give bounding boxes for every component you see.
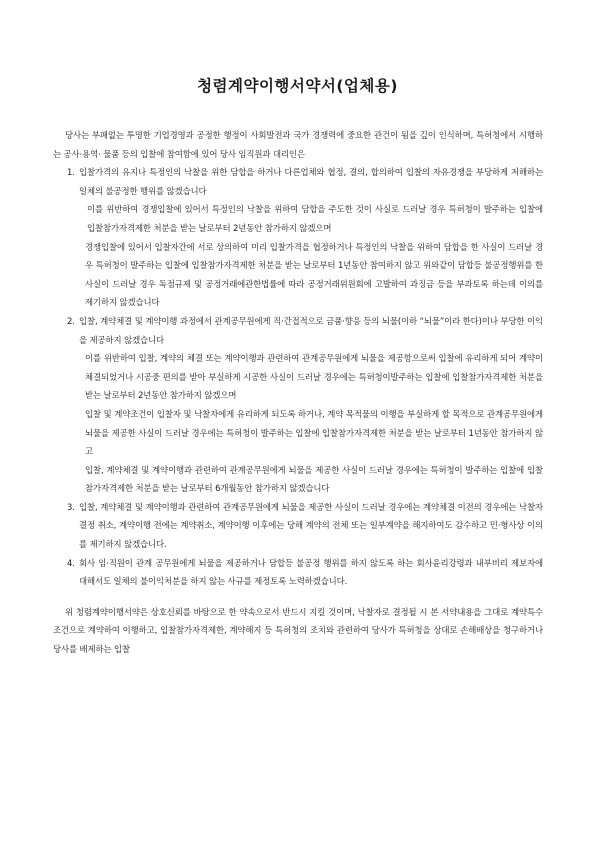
pledge-item-number: 3. (67, 501, 75, 512)
pledge-1-subclause-1 (53, 200, 543, 237)
closing-paragraph: 위 청렴계약이행서약은 상호신뢰를 바탕으로 한 약속으로서 반드시 지킬 것이며, 낙찰자로 결정될 시 본 서약내용을 그대로 계약특수조건으로 계약하여 이행하고, 입찰참가자격제한, 계약해지 등 특허청의 조치와 관련하여 당사가 특허청을 상대로 손해배상을 청구하거나 당사를 배제하는 입찰 (53, 606, 543, 655)
pledge-1-subclause-2 (53, 238, 543, 312)
pledge-item-4 (53, 554, 543, 591)
pledge-item-2 (53, 312, 543, 349)
subclause-text: 입찰 및 계약조건이 입찰자 및 낙찰자에게 유리하게 되도록 하거나, 계약 목적물의 이행을 부실하게 할 목적으로 관계공무원에게 뇌물을 제공한 사실이 드러날 경우에는 특허청이 발주하는 입찰에 입찰참가자격제한 처분을 받는 날로부터 1년동안 참가하지 않고 (85, 408, 543, 457)
subclause-text: 입찰, 계약체결 및 계약이행과 관련하여 관계공무원에게 뇌물을 제공한 사실이 드러날 경우에는 특허청이 발주하는 입찰에 입찰참가자격제한 처분을 받는 날로부터 6개월동안 참가하지 않겠습니다 (85, 464, 543, 494)
pledge-item-text: 입찰, 계약체결 및 계약이행 과정에서 관계공무원에게 직·간접적으로 금품·향응 등의 뇌물(이하 “뇌물”이라 한다)이나 부당한 이익을 제공하지 않겠습니다 (79, 315, 543, 345)
document-body (53, 126, 543, 659)
pledge-2-subclause-1 (53, 349, 543, 405)
pledge-item-1 (53, 163, 543, 200)
document-title: 청렴계약이행서약서(업체용) (197, 77, 398, 95)
pledge-list (53, 163, 543, 591)
pledge-2-subclause-2 (53, 405, 543, 461)
subclause-text: 이를 위반하여 경쟁입찰에 있어서 특정인의 낙찰을 위하여 담합을 주도한 것이 사실로 드러날 경우 특허청이 발주하는 입찰에 입찰참가자격제한 처분을 받는 날로부터 2년동안 참가하지 않겠으며 (87, 204, 543, 233)
pledge-item-number: 1. (67, 167, 75, 178)
pledge-2-subclause-3 (53, 461, 543, 498)
pledge-item-number: 4. (67, 557, 75, 568)
pledge-item-3 (53, 498, 543, 554)
intro-paragraph: 당사는 부패없는 투명한 기업경영과 공정한 행정이 사회발전과 국가 경쟁력에 중요한 관건이 됨을 깊이 인식하며, 특허청에서 시행하는 공사·용역· 물품 등의 입찰에 참여함에 있어 당사 임직원과 대리인은 (53, 130, 543, 159)
pledge-item-text: 회사 임·직원이 관계 공무원에게 뇌물을 제공하거나 담합등 불공정 행위를 하지 않도록 하는 회사윤리강령과 내부비리 제보자에 대해서도 일체의 불이익처분을 하지 않는 사규를 제정토록 노력하겠습니다. (79, 557, 543, 587)
pledge-item-text: 입찰가격의 유지나 특정인의 낙찰을 위한 담합을 하거나 다른업체와 협정, 결의, 합의하여 입찰의 자유경쟁을 부당하게 저해하는 일체의 불공정한 행위를 않겠습니다 (79, 167, 543, 196)
pledge-item-number: 2. (67, 315, 75, 326)
pledge-item-text: 입찰, 계약체결 및 계약이행과 관련하여 관계공무원에게 뇌물을 제공한 사실이 드러날 경우에는 계약체결 이전의 경우에는 낙찰자결정 취소, 계약이행 전에는 계약취소, 계약이행 이후에는 당해 계약의 전체 또는 일부계약을 해지하여도 감수하고 민·형사상 이의를 제기하지 않겠습니다. (79, 501, 543, 550)
subclause-text: 경쟁입찰에 있어서 입찰자간에 서로 상의하여 미리 입찰가격을 협정하거나 특정인의 낙찰을 위하여 담합을 한 사실이 드러날 경우 특허청이 발주하는 입찰에 입찰참가자격제한 처분을 받는 날로부터 1년동안 참여하지 않고 위와같이 담합등 불공정행위를 한 사실이 드러날 경우 독점규제 및 공정거래에관한법률에 따라 공정거래위원회에 고발하여 과징금 등을 부과토록 하는데 이의를 제기하지 않겠습니다 (85, 241, 543, 308)
subclause-text: 이를 위반하여 입찰, 계약의 체결 또는 계약이행과 관련하여 관계공무원에게 뇌물을 제공함으로써 입찰에 유리하게 되어 계약이 체결되었거나 시공중 편의를 받아 부실하게 시공한 사실이 드러날 경우에는 특허청이발주하는 입찰에 입찰참가자격제한 처분을 받는 날로부터 2년동안 참가하지 않겠으며 (85, 353, 543, 401)
